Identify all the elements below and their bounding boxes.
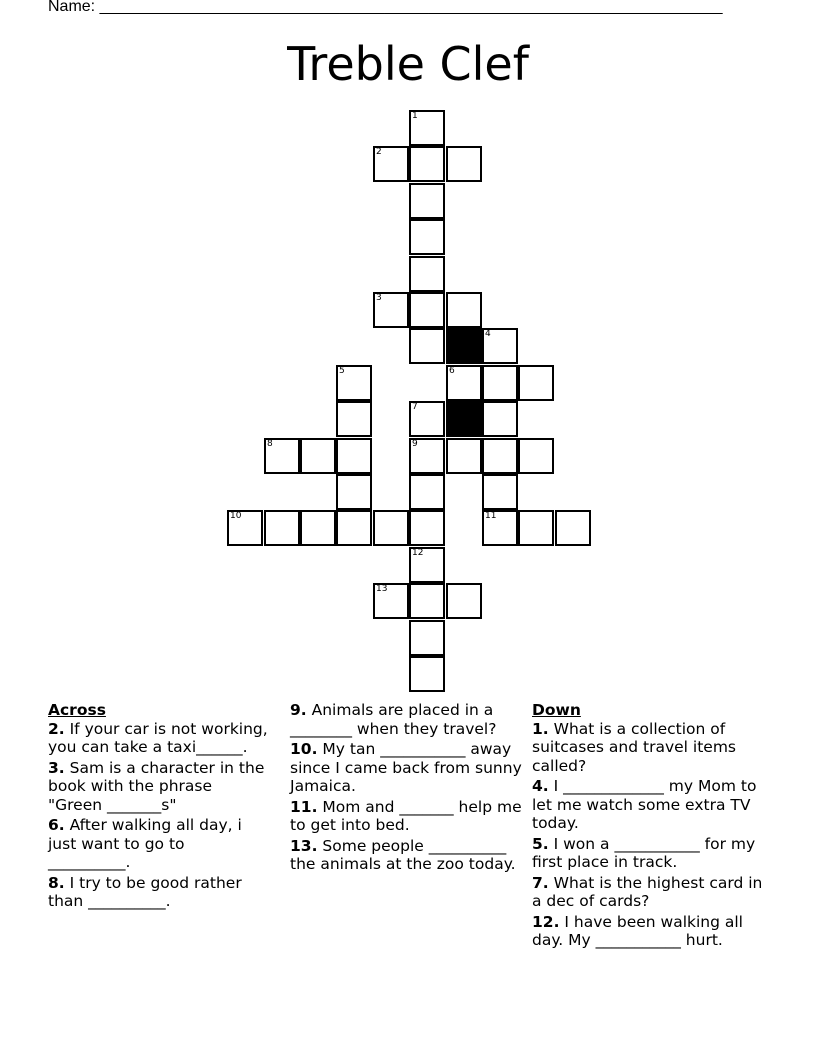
cell-number: 11 (485, 511, 497, 521)
clue-number: 7. (532, 873, 549, 892)
grid-cell[interactable] (373, 146, 409, 182)
grid-cell[interactable] (373, 510, 409, 546)
grid-cell[interactable] (409, 620, 445, 656)
clue-number: 2. (48, 719, 65, 738)
grid-cell[interactable] (409, 547, 445, 583)
clue-text: What is a collection of suitcases and travel items called? (532, 719, 736, 775)
grid-cell[interactable] (482, 438, 518, 474)
grid-cell[interactable] (409, 256, 445, 292)
grid-cell[interactable] (409, 656, 445, 692)
cell-number: 9 (412, 439, 418, 449)
clue-across-2 (48, 720, 268, 757)
grid-cell[interactable] (409, 438, 445, 474)
cell-number: 7 (412, 402, 418, 412)
clue-across-9 (290, 701, 525, 738)
clue-text: If your car is not working, you can take a taxi______. (48, 719, 268, 756)
grid-cell[interactable] (409, 292, 445, 328)
grid-cell[interactable] (336, 474, 372, 510)
clue-number: 10. (290, 740, 318, 758)
cell-number: 12 (412, 548, 424, 558)
clue-text: Some people __________ the animals at the zoo today. (290, 836, 516, 873)
cell-number: 3 (376, 293, 382, 303)
clue-down-7 (532, 874, 772, 911)
grid-cell[interactable] (482, 474, 518, 510)
cell-number: 2 (376, 147, 382, 157)
cell-number: 5 (339, 366, 345, 376)
grid-cell[interactable] (446, 292, 482, 328)
clue-text: Mom and _______ help me to get into bed. (290, 797, 522, 834)
grid-cell[interactable] (336, 365, 372, 401)
grid-cell[interactable] (518, 510, 554, 546)
clue-number: 12. (532, 912, 560, 931)
grid-cell[interactable] (227, 510, 263, 546)
grid-cell[interactable] (446, 365, 482, 401)
grid-cell[interactable] (518, 365, 554, 401)
clue-number: 13. (290, 836, 318, 855)
cell-number: 13 (376, 584, 388, 594)
clue-number: 6. (48, 816, 65, 834)
grid-cell[interactable] (446, 146, 482, 182)
grid-cell[interactable] (373, 292, 409, 328)
clue-across-13 (290, 837, 525, 874)
cell-number: 10 (230, 511, 242, 521)
grid-cell[interactable] (482, 328, 518, 364)
grid-cell[interactable] (446, 438, 482, 474)
clue-text: I _____________ my Mom to let me watch some extra TV today. (532, 777, 757, 832)
clue-number: 3. (48, 758, 65, 777)
cell-number: 1 (412, 111, 418, 121)
name-field[interactable]: Name: ______________________________________________________________________ (48, 0, 723, 15)
down-heading: Down (532, 701, 581, 719)
clue-across-10 (290, 740, 525, 796)
page-title: Treble Clef (287, 37, 529, 91)
clue-text: My tan ___________ away since I came back from sunny Jamaica. (290, 740, 522, 795)
grid-cell[interactable] (336, 401, 372, 437)
clue-across-8 (48, 874, 268, 911)
clue-text: I have been walking all day. My ___________ hurt. (532, 912, 743, 949)
clue-down-12 (532, 913, 772, 950)
clue-text: What is the highest card in a dec of cards? (532, 873, 763, 910)
grid-cell[interactable] (482, 365, 518, 401)
grid-cell[interactable] (409, 474, 445, 510)
clue-number: 4. (532, 777, 549, 795)
clue-text: Sam is a character in the book with the phrase "Green _______s" (48, 758, 265, 814)
grid-cell[interactable] (409, 510, 445, 546)
clue-down-1 (532, 720, 772, 776)
clue-down-4 (532, 777, 772, 833)
clue-across-3 (48, 759, 268, 815)
cell-number: 6 (449, 366, 455, 376)
grid-cell[interactable] (518, 438, 554, 474)
grid-cell[interactable] (555, 510, 591, 546)
grid-cell[interactable] (336, 510, 372, 546)
grid-cell[interactable] (409, 219, 445, 255)
clue-number: 11. (290, 797, 318, 816)
clue-number: 9. (290, 701, 307, 719)
clue-across-11 (290, 798, 525, 835)
clue-text: After walking all day, i just want to go to __________. (48, 816, 242, 871)
grid-cell[interactable] (446, 583, 482, 619)
grid-cell[interactable] (409, 328, 445, 364)
grid-cell[interactable] (300, 438, 336, 474)
grid-cell[interactable] (482, 510, 518, 546)
grid-cell[interactable] (373, 583, 409, 619)
clue-text: Animals are placed in a ________ when they travel? (290, 701, 497, 738)
grid-cell[interactable] (264, 510, 300, 546)
clues-column-3 (532, 701, 772, 952)
clue-number: 5. (532, 834, 549, 853)
clue-down-5 (532, 835, 772, 872)
clue-number: 1. (532, 719, 549, 738)
grid-cell[interactable] (409, 146, 445, 182)
clues-column-2 (290, 701, 525, 876)
black-cell (446, 401, 482, 437)
cell-number: 8 (267, 439, 273, 449)
clue-text: I won a ___________ for my first place in track. (532, 834, 756, 871)
grid-cell[interactable] (409, 401, 445, 437)
grid-cell[interactable] (409, 583, 445, 619)
clues-column-1 (48, 701, 268, 913)
grid-cell[interactable] (409, 110, 445, 146)
clue-across-6 (48, 816, 268, 872)
clue-number: 8. (48, 873, 65, 892)
grid-cell[interactable] (336, 438, 372, 474)
across-heading: Across (48, 701, 106, 719)
clue-text: I try to be good rather than __________. (48, 873, 242, 910)
cell-number: 4 (485, 329, 491, 339)
grid-cell[interactable] (409, 183, 445, 219)
grid-cell[interactable] (264, 438, 300, 474)
grid-cell[interactable] (300, 510, 336, 546)
grid-cell[interactable] (482, 401, 518, 437)
black-cell (446, 328, 482, 364)
